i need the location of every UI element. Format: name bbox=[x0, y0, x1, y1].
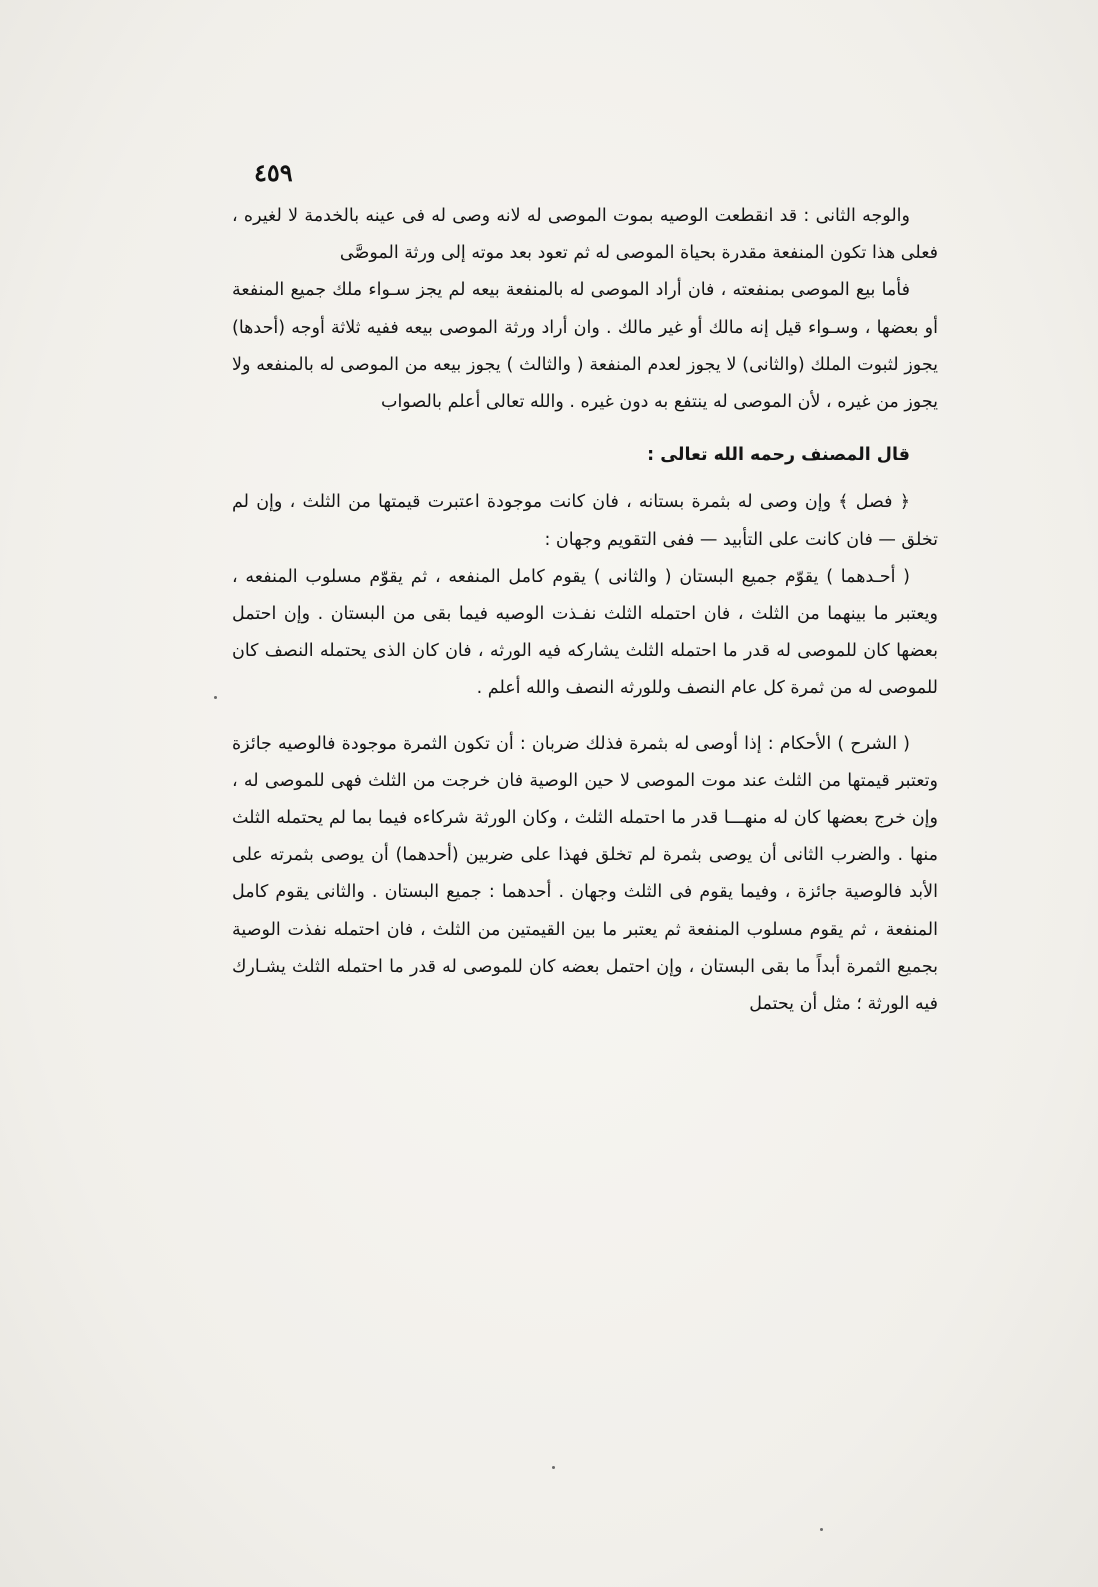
paper-speck bbox=[214, 696, 217, 699]
paragraph: فأما بيع الموصى بمنفعته ، فان أراد الموصى له بالمنفعة بيعه لم يجز سـواء ملك جميع المنفعة أو بعضها ، وسـواء قيل إنه مالك أو غير مالك . وان أراد ورثة الموصى بيعه ففيه ثلاثة أوجه (أحدها) يجوز لثبوت الملك (والثانى) لا يجوز لعدم المنفعة ( والثالث ) يجوز بيعه من الموصى له بالمنفعه ولا يجوز من غيره ، لأن الموصى له ينتفع به دون غيره . والله تعالى أعلم بالصواب bbox=[232, 280, 938, 413]
paragraph: والوجه الثانى : قد انقطعت الوصيه بموت الموصى له لانه وصى له فى عينه بالخدمة لا لغيره ، فعلى هذا تكون المنفعة مقدرة بحياة الموصى له ثم تعود بعد موته إلى ورثة الموصَّى bbox=[232, 206, 938, 264]
commentary-paragraph: ( الشرح ) الأحكام : إذا أوصى له بثمرة فذلك ضربان : أن تكون الثمرة موجودة فالوصيه جائزة وتعتبر قيمتها من الثلث عند موت الموصى لا حين الوصية فان خرجت من الثلث فهى للموصى له ، وإن خرج بعضها كان له منهـــا قدر ما احتمله الثلث ، وكان الورثة شركاءه فيما بما لم يحتمله الثلث منها . والضرب الثانى أن يوصى بثمرة لم تخلق فهذا على ضربين (أحدهما) أن يوصى بثمرته على الأبد فالوصية جائزة ، وفيما يقوم فى الثلث وجهان . أحدهما : جميع البستان . والثانى يقوم كامل المنفعة ، ثم يقوم مسلوب المنفعة ثم يعتبر ما بين القيمتين من الثلث ، فان احتمله نفذت الوصية بجميع الثمرة أبداً ما بقى البستان ، وإن احتمل بعضه كان للموصى له قدر ما احتمله الثلث يشـارك فيه الورثة ؛ مثل أن يحتمل bbox=[232, 733, 938, 1015]
page-number: ٤٥٩ bbox=[254, 158, 293, 187]
section-heading: قال المصنف رحمه الله تعالى : bbox=[647, 445, 910, 466]
section-paragraph: ﴿ فصل ﴾ وإن وصى له بثمرة بستانه ، فان كانت موجودة اعتبرت قيمتها من الثلث ، وإن لم تخلق — فان كانت على التأبيد — ففى التقويم وجهان : bbox=[232, 492, 938, 550]
section-paragraph: ( أحـدهما ) يقوّم جميع البستان ( والثانى ) يقوم كامل المنفعه ، ثم يقوّم مسلوب المنفعه ، ويعتبر ما بينهما من الثلث ، فان احتمله الثلث نفـذت الوصيه فيما بقى من البستان . وإن احتمل بعضها كان للموصى له قدر ما احتمله الثلث يشاركه فيه الورثه ، فان كان الذى يحتمله النصف كان للموصى له من ثمرة كل عام النصف وللورثه النصف والله أعلم . bbox=[232, 566, 938, 699]
paper-speck bbox=[820, 1528, 823, 1531]
paper-speck bbox=[552, 1466, 555, 1469]
body-text bbox=[232, 198, 938, 1023]
